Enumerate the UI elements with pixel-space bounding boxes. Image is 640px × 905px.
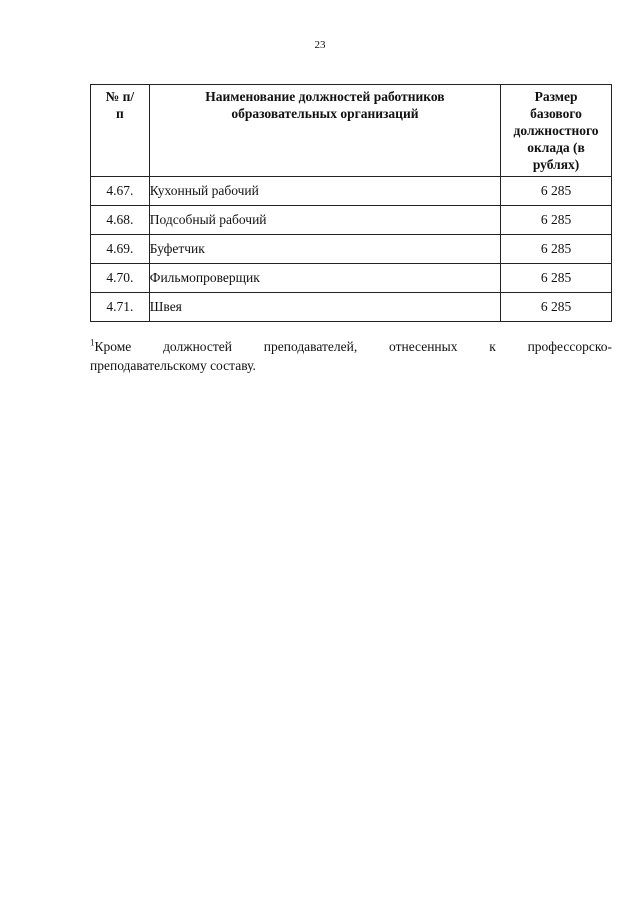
row-number: 4.69. — [91, 235, 150, 264]
header-name-text: Наименование должностей работников образовательных организаций — [205, 89, 445, 121]
row-position-name: Кухонный рабочий — [149, 177, 500, 206]
table-row — [91, 235, 612, 264]
row-salary: 6 285 — [501, 235, 612, 264]
row-salary: 6 285 — [501, 293, 612, 322]
table-row — [91, 264, 612, 293]
footnote-line-2: преподавательскому составу. — [90, 358, 256, 373]
header-number — [91, 85, 150, 177]
footnote-marker: 1 — [90, 337, 95, 348]
row-position-name: Швея — [149, 293, 500, 322]
header-number-text: № п/п — [105, 89, 135, 121]
salary-table — [90, 84, 612, 322]
header-name — [149, 85, 500, 177]
row-position-name: Подсобный рабочий — [149, 206, 500, 235]
header-salary-text: Размер базового должностного оклада (в рублях) — [513, 89, 599, 172]
table-row — [91, 177, 612, 206]
row-position-name: Буфетчик — [149, 235, 500, 264]
header-salary — [501, 85, 612, 177]
footnote-word: должностей — [163, 339, 232, 354]
footnote-word: отнесенных — [389, 339, 458, 354]
row-number: 4.70. — [91, 264, 150, 293]
footnote-word: профессорско- — [527, 339, 612, 354]
footnote-word: преподавателей, — [263, 339, 358, 354]
row-position-name: Фильмопроверщик — [149, 264, 500, 293]
row-salary: 6 285 — [501, 264, 612, 293]
table-row — [91, 293, 612, 322]
footnote-line-1 — [90, 337, 612, 356]
row-number: 4.71. — [91, 293, 150, 322]
table-header-row — [91, 85, 612, 177]
footnote-first-word — [90, 337, 131, 356]
footnote-word: Кроме — [94, 339, 132, 354]
table-row — [91, 206, 612, 235]
row-number: 4.68. — [91, 206, 150, 235]
row-salary: 6 285 — [501, 177, 612, 206]
footnote-word: к — [489, 339, 496, 354]
row-number: 4.67. — [91, 177, 150, 206]
footnote — [90, 337, 612, 375]
row-salary: 6 285 — [501, 206, 612, 235]
page-number: 23 — [314, 39, 326, 51]
